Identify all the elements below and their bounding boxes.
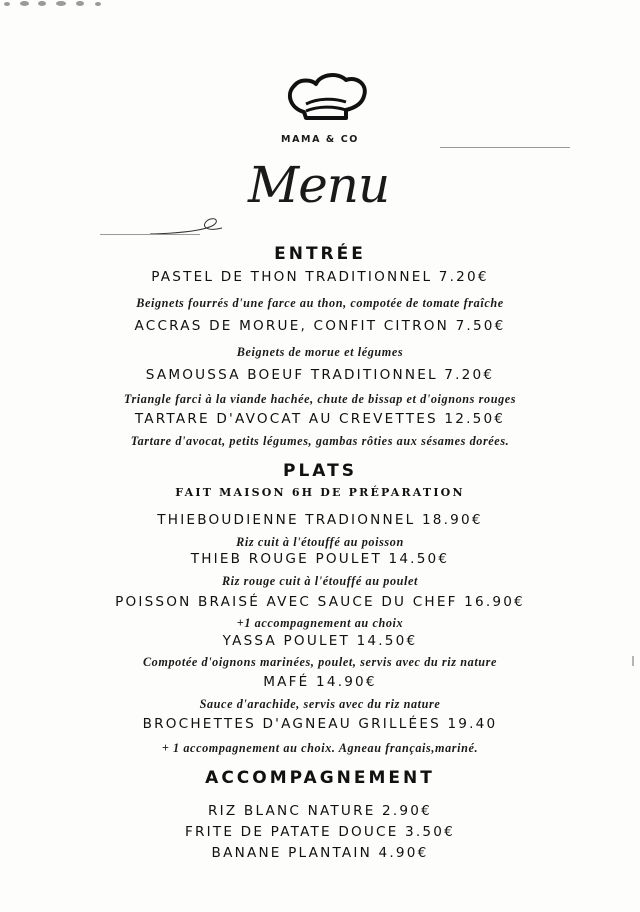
menu-item-description: Riz cuit à l'étouffé au poisson [236,535,404,549]
menu-item-name: ACCRAS DE MORUE, CONFIT CITRON 7.50€ [134,318,506,334]
menu-item-description: +1 accompagnement au choix [236,616,404,630]
menu-item-name: POISSON BRAISÉ AVEC SAUCE DU CHEF 16.90€ [115,594,525,610]
menu-item-name: BANANE PLANTAIN 4.90€ [211,845,429,861]
menu-heading: Menu [248,156,390,214]
section-title-accompagnement: ACCOMPAGNEMENT [205,768,435,788]
menu-item-description: Beignets fourrés d'une farce au thon, compotée de tomate fraîche [136,296,504,310]
section-title-plats: PLATS [283,461,357,481]
scan-speckle [76,1,84,6]
menu-item-name: BROCHETTES D'AGNEAU GRILLÉES 19.40 [142,716,498,732]
menu-item-name: RIZ BLANC NATURE 2.90€ [208,803,432,819]
menu-item-name: MAFÉ 14.90€ [263,674,377,690]
chef-hat-logo-icon [282,68,368,124]
scan-speckle [20,1,29,6]
scan-speckle [38,1,46,6]
menu-item-name: THIEB ROUGE POULET 14.50€ [190,551,450,567]
scan-speckle [56,1,66,6]
menu-item-description: Tartare d'avocat, petits légumes, gambas rôties aux sésames dorées. [130,434,510,448]
menu-item-name: THIEBOUDIENNE TRADIONNEL 18.90€ [157,512,483,528]
menu-item-name: PASTEL DE THON TRADITIONNEL 7.20€ [151,269,489,285]
menu-item-name: YASSA POULET 14.50€ [222,633,418,649]
menu-item-description: Sauce d'arachide, servis avec du riz nature [199,697,441,711]
menu-item-name: SAMOUSSA BOEUF TRADITIONNEL 7.20€ [145,367,495,383]
menu-item-description: Triangle farci à la viande hachée, chute de bissap et d'oignons rouges [123,392,517,406]
brand-name: MAMA & CO [281,134,359,145]
scan-speckle [4,2,10,6]
menu-item-description: + 1 accompagnement au choix. Agneau français,mariné. [161,741,479,755]
flourish-line [440,147,570,148]
section-title-entree: ENTRÉE [274,244,366,264]
menu-item-description: Compotée d'oignons marinées, poulet, servis avec du riz nature [142,655,498,669]
scan-speckle [95,2,101,6]
section-subtitle-plats: FAIT MAISON 6H DE PRÉPARATION [175,486,465,499]
menu-item-description: Riz rouge cuit à l'étouffé au poulet [221,574,419,588]
menu-item-name: FRITE DE PATATE DOUCE 3.50€ [185,824,455,840]
menu-item-name: TARTARE D'AVOCAT AU CREVETTES 12.50€ [134,411,506,427]
menu-item-description: Beignets de morue et légumes [236,345,404,359]
flourish-line [100,234,200,235]
